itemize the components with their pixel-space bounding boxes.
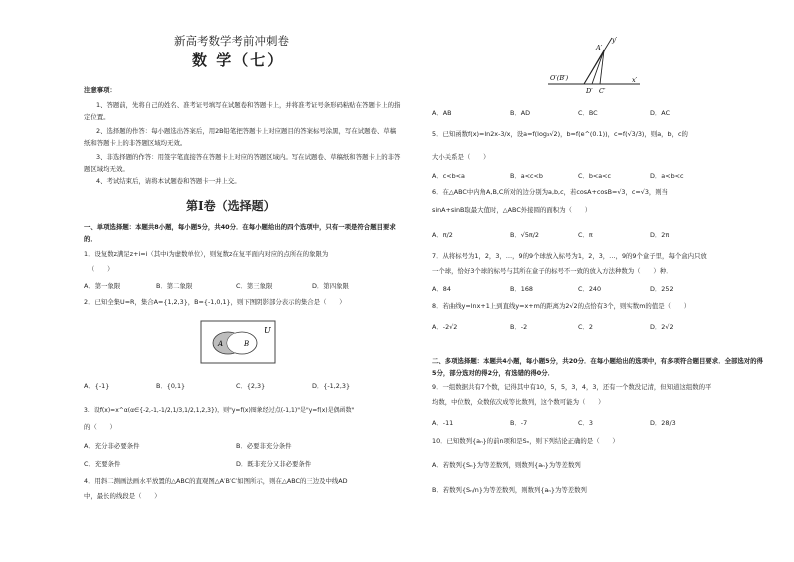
notes-heading: 注意事项： bbox=[84, 86, 116, 94]
section1-title: 第Ⅰ卷（选择题） bbox=[186, 199, 276, 213]
q3-option-d: D．既非充分又非必要条件 bbox=[236, 460, 312, 468]
series-title: 新高考数学考前冲刺卷 bbox=[174, 34, 289, 48]
label-d: D′ bbox=[586, 87, 593, 95]
q7-stem: 7．从将标号为1，2，3，…，9的9个球放入标号为1，2，3，…，9的9个盒子里，每个盒内只放 bbox=[432, 252, 707, 260]
q5-stem: 5．已知函数f(x)=ln2x-3/x，设a=f(log₃√2)，b=f(e^(0.1))，c=f(√3/3)，则a，b，c的 bbox=[432, 130, 688, 138]
q6-option-d: D．2π bbox=[650, 231, 670, 239]
note-4: 4、考试结束后，请将本试题卷和答题卡一并上交。 bbox=[96, 177, 241, 185]
q4-stem: 4．用斜二测画法画水平放置的△ABC的直观图△A′B′C′如图所示，则在△ABC的三边及中线AD bbox=[84, 477, 348, 485]
q4-option-d: D．AC bbox=[650, 109, 671, 117]
q3-stem-cont: 的（ ） bbox=[84, 423, 116, 431]
note-3: 3、非选择题的作答：用签字笔直接答在答题卡上对应的答题区域内。写在试题卷、草稿纸和答题卡上的非答题区域均无效。 bbox=[84, 153, 401, 173]
q2-option-b: B．{0,1} bbox=[156, 382, 186, 390]
q9-option-c: C．3 bbox=[578, 419, 593, 427]
q6-stem-cont: sinA+sinB取最大值时，△ABC外接圆的面积为（ ） bbox=[432, 206, 592, 214]
q10-option-b: B．若数列{Sₙ/n}为等差数列，则数列{aₙ}为等差数列 bbox=[432, 486, 587, 494]
q3-option-c: C．充要条件 bbox=[84, 460, 121, 468]
q1-option-d: D．第四象限 bbox=[312, 282, 349, 290]
paper-title: 数 学（七） bbox=[192, 51, 285, 69]
q2-stem: 2．已知全集U=R，集合A={1,2,3}，B={-1,0,1}，则下图阴影部分表示的集合是（ ） bbox=[84, 298, 346, 306]
q6-option-c: C．π bbox=[578, 231, 593, 239]
q7-stem-cont: 一个球，恰好3个球的标号与其所在盒子的标号不一致的放入方法种数为（ ）种． bbox=[432, 267, 673, 275]
q1-stem: 1．设复数z满足z+i=i（其中i为虚数单位），则复数z在复平面内对应的点所在的象限为 bbox=[84, 250, 329, 258]
label-o: O′(B′) bbox=[550, 74, 569, 82]
q8-option-b: B．-2 bbox=[510, 323, 528, 331]
section1-heading: 一、单项选择题：本题共8小题，每小题5分，共40分．在每小题给出的四个选项中，只有一项是符合题目要求的． bbox=[84, 223, 396, 243]
note-2: 2、选择题的作答：每小题选出答案后，用2B铅笔把答题卡上对应题目的答案标号涂黑，写在试题卷、草稿纸和答题卡上的非答题区域均无效。 bbox=[84, 127, 397, 147]
q9-option-a: A．-11 bbox=[432, 419, 454, 427]
q6-stem: 6．在△ABC中内角A,B,C所对的边分别为a,b,c，若cosA+cosB=√3，c=√3，则当 bbox=[432, 188, 669, 196]
note-1: 1、答题前，先将自己的姓名、准考证号填写在试题卷和答题卡上，并将准考证号条形码粘贴在答题卡上的指定位置。 bbox=[84, 101, 401, 121]
q8-option-c: C．2 bbox=[578, 323, 593, 331]
oblique-triangle-diagram bbox=[544, 34, 644, 98]
q3-option-a: A．充分非必要条件 bbox=[84, 442, 140, 450]
q4-stem-cont: 中，最长的线段是（ ） bbox=[84, 492, 161, 500]
q1-option-a: A．第一象限 bbox=[84, 282, 121, 290]
q2-option-c: C．{2,3} bbox=[236, 382, 266, 390]
q6-option-b: B．√5π/2 bbox=[510, 231, 539, 239]
q5-option-b: B．a<c<b bbox=[510, 172, 543, 180]
q5-option-c: C．b<a<c bbox=[578, 172, 612, 180]
venn-label-b: B bbox=[244, 340, 250, 348]
q8-option-d: D．2√2 bbox=[650, 323, 674, 331]
q5-option-d: D．a<b<c bbox=[650, 172, 684, 180]
q1-option-c: C．第三象限 bbox=[236, 282, 273, 290]
q4-option-b: B．AD bbox=[510, 109, 531, 117]
q7-option-c: C．240 bbox=[578, 285, 602, 293]
q5-option-a: A．c<b<a bbox=[432, 172, 465, 180]
venn-diagram bbox=[200, 320, 276, 364]
venn-label-u: U bbox=[264, 326, 271, 335]
label-x: x′ bbox=[632, 76, 638, 84]
q3-stem: 3．设f(x)=x^α(α∈{-2,-1,-1/2,1/3,1/2,1,2,3})，则"y=f(x)图象经过点(-1,1)"是"y=f(x)是偶函数" bbox=[84, 407, 355, 414]
q8-option-a: A．-2√2 bbox=[432, 323, 458, 331]
q4-option-a: A．AB bbox=[432, 109, 452, 117]
q7-option-a: A．84 bbox=[432, 285, 451, 293]
q5-stem-cont: 大小关系是（ ） bbox=[432, 153, 490, 161]
section2-heading: 二、多项选择题：本题共4小题，每小题5分，共20分．在每小题给出的选项中，有多项符合题目要求．全部选对的得5分，部分选对的得2分，有选错的得0分． bbox=[432, 357, 763, 377]
q2-option-d: D．{-1,2,3} bbox=[312, 382, 351, 390]
label-c: C′ bbox=[599, 87, 606, 95]
q7-option-d: D．252 bbox=[650, 285, 674, 293]
q2-option-a: A．{-1} bbox=[84, 382, 110, 390]
q1-option-b: B．第二象限 bbox=[156, 282, 193, 290]
q9-stem: 9．一组数据共有7个数，记得其中有10，5，5，3，4，3，还有一个数没记清，但知道这组数的平 bbox=[432, 383, 712, 391]
q4-option-c: C．BC bbox=[578, 109, 598, 117]
label-a: A′ bbox=[596, 44, 603, 52]
q9-stem-cont: 均数，中位数，众数依次成等比数列，这个数可能为（ ） bbox=[432, 398, 605, 406]
q1-paren: （ ） bbox=[88, 265, 114, 273]
q9-option-b: B．-7 bbox=[510, 419, 528, 427]
q8-stem: 8．若曲线y=lnx+1上到直线y=x+m的距离为2√2的点恰有3个，则实数m的值是（ ） bbox=[432, 302, 691, 310]
q10-option-a: A．若数列{Sₙ}为等差数列，则数列{aₙ}为等差数列 bbox=[432, 461, 581, 469]
q6-option-a: A．π/2 bbox=[432, 231, 453, 239]
venn-label-a: A bbox=[218, 340, 224, 348]
q7-option-b: B．168 bbox=[510, 285, 533, 293]
q9-option-d: D．28/3 bbox=[650, 419, 676, 427]
label-y: y′ bbox=[612, 36, 618, 44]
q10-stem: 10．已知数列{aₙ}的前n项和是Sₙ，则下列结论正确的是（ ） bbox=[432, 437, 619, 445]
q3-option-b: B．必要非充分条件 bbox=[236, 442, 292, 450]
